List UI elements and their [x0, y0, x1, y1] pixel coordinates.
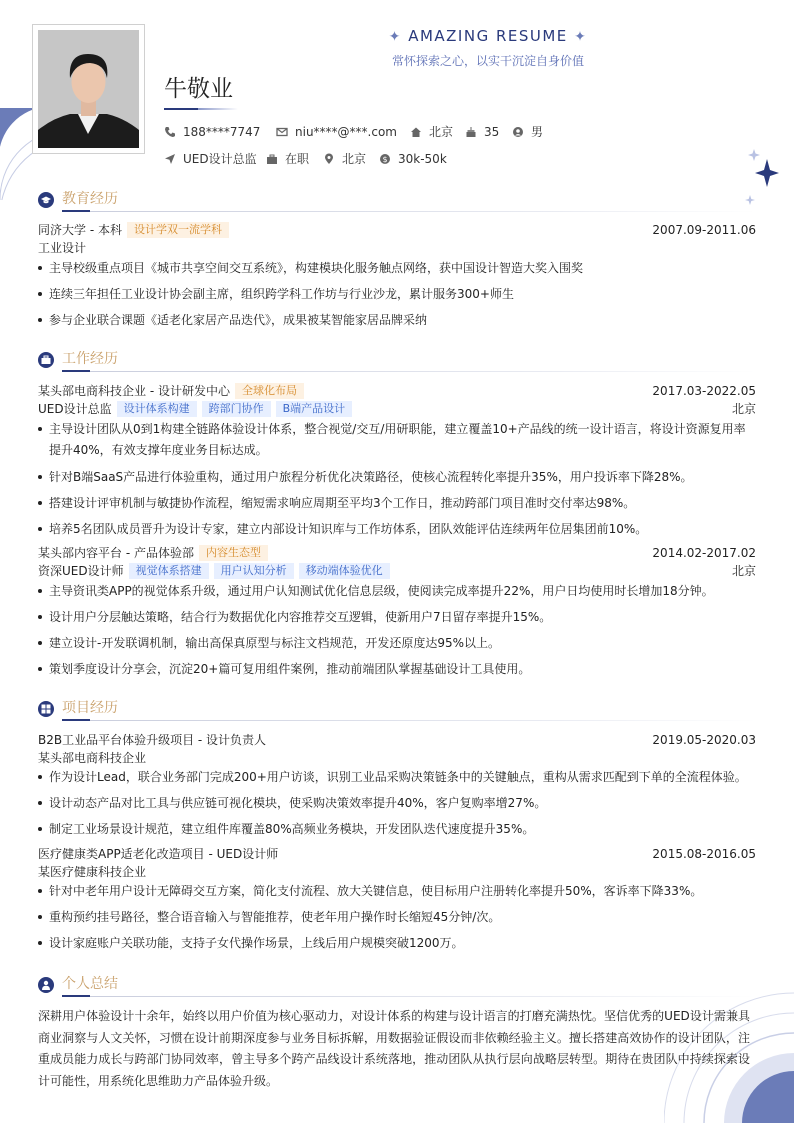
project-period: 2019.05-2020.03 [652, 733, 756, 747]
job-skill-tag: 用户认知分析 [214, 563, 294, 579]
list-item: 针对中老年用户设计无障碍交互方案，简化支付流程、放大关键信息，使目标用户注册转化率提升50%，客诉率下降33%。 [38, 881, 756, 902]
job-company-row [38, 544, 756, 562]
slogan: 常怀探索之心，以实干沉淀自身价值 [391, 54, 584, 68]
section-title: 项目经历 [62, 700, 118, 716]
intent-position: UED设计总监 [164, 150, 257, 168]
section-divider-accent [62, 995, 90, 997]
job-period: 2014.02-2017.02 [652, 546, 756, 560]
edu-school-row [38, 221, 756, 239]
list-item: 搭建设计评审机制与敏捷协作流程，缩短需求响应周期至平均3个工作日，推动跨部门项目准时交付率达98%。 [38, 493, 756, 514]
project-period: 2015.08-2016.05 [652, 847, 756, 861]
briefcase-icon [266, 153, 278, 165]
money-icon [379, 153, 391, 165]
summary-text: 深耕用户体验设计十余年，始终以用户价值为核心驱动力，对设计体系的构建与设计语言的打磨充满热忱。坚信优秀的UED设计需兼具商业洞察与人文关怀，习惯在设计前期深度参与业务目标拆解，用数据验证假设而非依赖经验主义。擅长搭建高效协作的设计团队，注重成员能力成长与跨部门协同效率，曾主导多个跨产品线设计系统落地，推动团队从执行层向战略层转型。期待在贵团队中持续探索设计可能性，用系统化思维助力产品体验升级。 [38, 1009, 750, 1088]
grid-icon [38, 701, 54, 717]
job-company: 某头部电商科技企业 - 设计研发中心 [38, 384, 230, 398]
section-divider-accent [62, 370, 90, 372]
list-item: 设计家庭账户关联功能，支持子女代操作场景，上线后用户规模突破1200万。 [38, 933, 756, 954]
svg-text:$: $ [382, 155, 388, 164]
section-divider [62, 211, 756, 212]
list-item: 策划季度设计分享会，沉淀20+篇可复用组件案例，推动前端团队掌握基础设计工具使用。 [38, 659, 756, 680]
graduation-cap-icon [38, 192, 54, 208]
location-pin-icon [323, 153, 335, 165]
home-icon [410, 126, 422, 138]
project-name: 医疗健康类APP适老化改造项目 - UED设计师 [38, 847, 279, 861]
project-row [38, 731, 756, 749]
list-item: 作为设计Lead，联合业务部门完成200+用户访谈，识别工业品采购决策链条中的关键触点，重构从需求匹配到下单的全流程体验。 [38, 767, 756, 788]
intent-status: 在职 [266, 150, 309, 168]
candidate-name: 牛敬业 [164, 76, 233, 102]
project-row [38, 845, 756, 863]
section-title: 教育经历 [62, 191, 118, 207]
star-left-icon: ✦ [388, 29, 402, 45]
intent-salary: $ 30k-50k [379, 150, 447, 168]
section-divider-accent [62, 210, 90, 212]
contact-email: niu****@***.com [276, 123, 397, 141]
section-divider [62, 996, 756, 997]
name-underline-light [198, 108, 238, 110]
job-skill-tag: B端产品设计 [276, 401, 353, 417]
list-item: 主导校级重点项目《城市共享空间交互系统》，构建模块化服务触点网络，获中国设计智造大奖入围奖 [38, 258, 756, 279]
section-divider [62, 371, 756, 372]
list-item: 培养5名团队成员晋升为设计专家，建立内部设计知识库与工作坊体系，团队效能评估连续两年位居集团前10%。 [38, 519, 756, 540]
job-skill-tag: 移动端体验优化 [299, 563, 390, 579]
job-role-row [38, 400, 756, 418]
cake-icon [465, 126, 477, 138]
edu-school: 同济大学 - 本科 [38, 223, 122, 237]
job-city: 北京 [731, 564, 756, 578]
intent-city: 北京 [323, 150, 366, 168]
list-item: 参与企业联合课题《适老化家居产品迭代》，成果被某智能家居品牌采纳 [38, 310, 756, 331]
list-item: 建立设计-开发联调机制，输出高保真原型与标注文档规范，开发还原度达95%以上。 [38, 633, 756, 654]
edu-tag: 设计学双一流学科 [127, 222, 229, 238]
brand-title: ✦ AMAZING RESUME ✦ [388, 27, 588, 45]
list-item: 设计动态产品对比工具与供应链可视化模块，使采购决策效率提升40%，客户复购率增27%。 [38, 793, 756, 814]
job-company-tag: 内容生态型 [199, 545, 268, 561]
star-right-icon: ✦ [574, 29, 588, 45]
briefcase-icon [38, 352, 54, 368]
job-skill-tag: 跨部门协作 [202, 401, 271, 417]
section-projects [38, 698, 756, 720]
list-item: 主导资讯类APP的视觉体系升级，通过用户认知测试优化信息层级，使阅读完成率提升22%，用户日均使用时长增加18分钟。 [38, 581, 756, 602]
project-name: B2B工业品平台体验升级项目 - 设计负责人 [38, 733, 267, 747]
avatar-photo [38, 30, 139, 148]
phone-icon [164, 126, 176, 138]
list-item: 连续三年担任工业设计协会副主席，组织跨学科工作坊与行业沙龙，累计服务300+师生 [38, 284, 756, 305]
user-icon [512, 126, 524, 138]
job-role: 资深UED设计师 [38, 564, 124, 578]
send-icon [164, 153, 176, 165]
job-skill-tag: 设计体系构建 [117, 401, 197, 417]
contact-age: 35 [465, 123, 499, 141]
job-role-row [38, 562, 756, 580]
list-item: 重构预约挂号路径，整合语音输入与智能推荐，使老年用户操作时长缩短45分钟/次。 [38, 907, 756, 928]
list-item: 针对B端SaaS产品进行体验重构，通过用户旅程分析优化决策路径，使核心流程转化率提升35%，用户投诉率下降28%。 [38, 467, 756, 488]
edu-period: 2007.09-2011.06 [652, 223, 756, 237]
job-period: 2017.03-2022.05 [652, 384, 756, 398]
job-city: 北京 [731, 402, 756, 416]
project-company: 某医疗健康科技企业 [38, 865, 147, 879]
contact-gender: 男 [512, 123, 543, 141]
list-item: 制定工业场景设计规范，建立组件库覆盖80%高频业务模块，开发团队迭代速度提升35%。 [38, 819, 756, 840]
avatar [32, 24, 145, 154]
project-company: 某头部电商科技企业 [38, 751, 147, 765]
section-divider [62, 720, 756, 721]
job-skill-tag: 视觉体系搭建 [129, 563, 209, 579]
name-underline [164, 108, 198, 110]
section-education [38, 189, 756, 211]
job-role: UED设计总监 [38, 402, 112, 416]
mail-icon [276, 126, 288, 138]
section-divider-accent [62, 719, 90, 721]
contact-phone: 188****7747 [164, 123, 260, 141]
contact-city: 北京 [410, 123, 453, 141]
edu-major: 工业设计 [38, 241, 87, 255]
section-summary [38, 974, 756, 996]
section-title: 个人总结 [62, 976, 118, 992]
job-company-tag: 全球化布局 [235, 383, 304, 399]
section-work [38, 349, 756, 371]
section-title: 工作经历 [62, 351, 118, 367]
list-item: 设计用户分层触达策略，结合行为数据优化内容推荐交互逻辑，使新用户7日留存率提升15%。 [38, 607, 756, 628]
job-company: 某头部内容平台 - 产品体验部 [38, 546, 194, 560]
list-item: 主导设计团队从0到1构建全链路体验设计体系，整合视觉/交互/用研职能，建立覆盖10+产品线的统一设计语言，将设计资源复用率提升40%，有效支撑年度业务目标达成。 [38, 419, 756, 461]
job-company-row [38, 382, 756, 400]
person-icon [38, 977, 54, 993]
